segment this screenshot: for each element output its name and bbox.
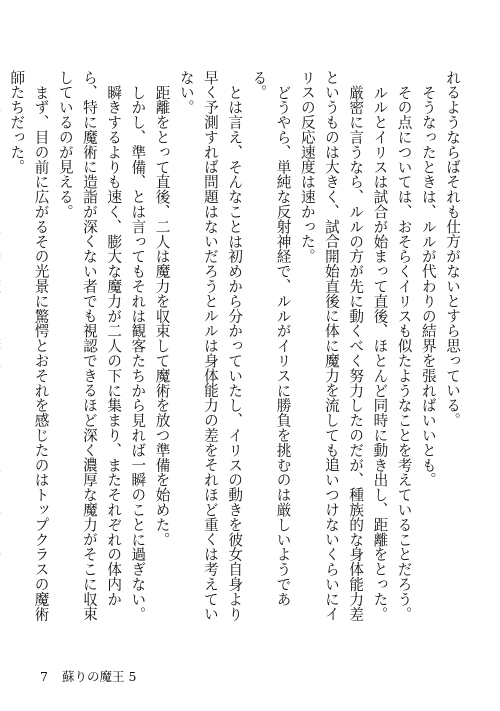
paragraph: そうなったときは、ルルが代わりの結界を張ればいいとも。	[419, 84, 437, 487]
book-title: 蘇りの魔王 5	[62, 669, 137, 684]
paragraph: その点については、おそらくイリスも似たようなことを考えていることだろう。	[395, 84, 413, 621]
paragraph: とは言え、そんなことは初めから分かっていたし、イリスの動きを彼女自身より早く予測すれば問題はないだろうとルルは身体能力の差をそれほど重くは考えていない。	[177, 70, 244, 622]
paragraph: 距離をとって直後、二人は魔力を収束して魔術を放つ準備を始めた。	[153, 84, 171, 547]
paragraph	[0, 70, 4, 625]
paragraph: どうやら、単純な反射神経で、ルルがイリスに勝負を挑むのは厳しいようである。	[250, 70, 292, 607]
page-number: 7	[40, 668, 48, 684]
paragraph: しかし、準備、とは言ってもそれは観客たちから見れば一瞬のことに過ぎない。	[129, 84, 147, 621]
paragraph: 厳密に言うなら、ルルの方が先に動くべく努力したのだが、種族的な身体能力差というものは大きく、試合開始直後に体に魔力を流しても追いつけないくらいにイリスの反応速度は速かった。	[298, 70, 365, 622]
paragraph: ルルとイリスは試合が始まって直後、ほとんど同時に動き出し、距離をとった。	[371, 84, 389, 621]
paragraph: まず、目の前に広がるその光景に驚愕とおそれを感じたのはトップクラスの魔術師たちだった。	[8, 70, 50, 621]
paragraph: れるようならばそれも仕方がないとすら思っている。	[444, 70, 461, 428]
paragraph: 瞬きするよりも速く、膨大な魔力が二人の下に集まり、またそれぞれの体内から、特に魔術に造詣が深くない者でも視認できるほど深く濃厚な魔力がそこに収束しているのが見える。	[56, 70, 123, 622]
vertical-text-body	[8, 70, 464, 625]
page-footer	[40, 667, 136, 685]
